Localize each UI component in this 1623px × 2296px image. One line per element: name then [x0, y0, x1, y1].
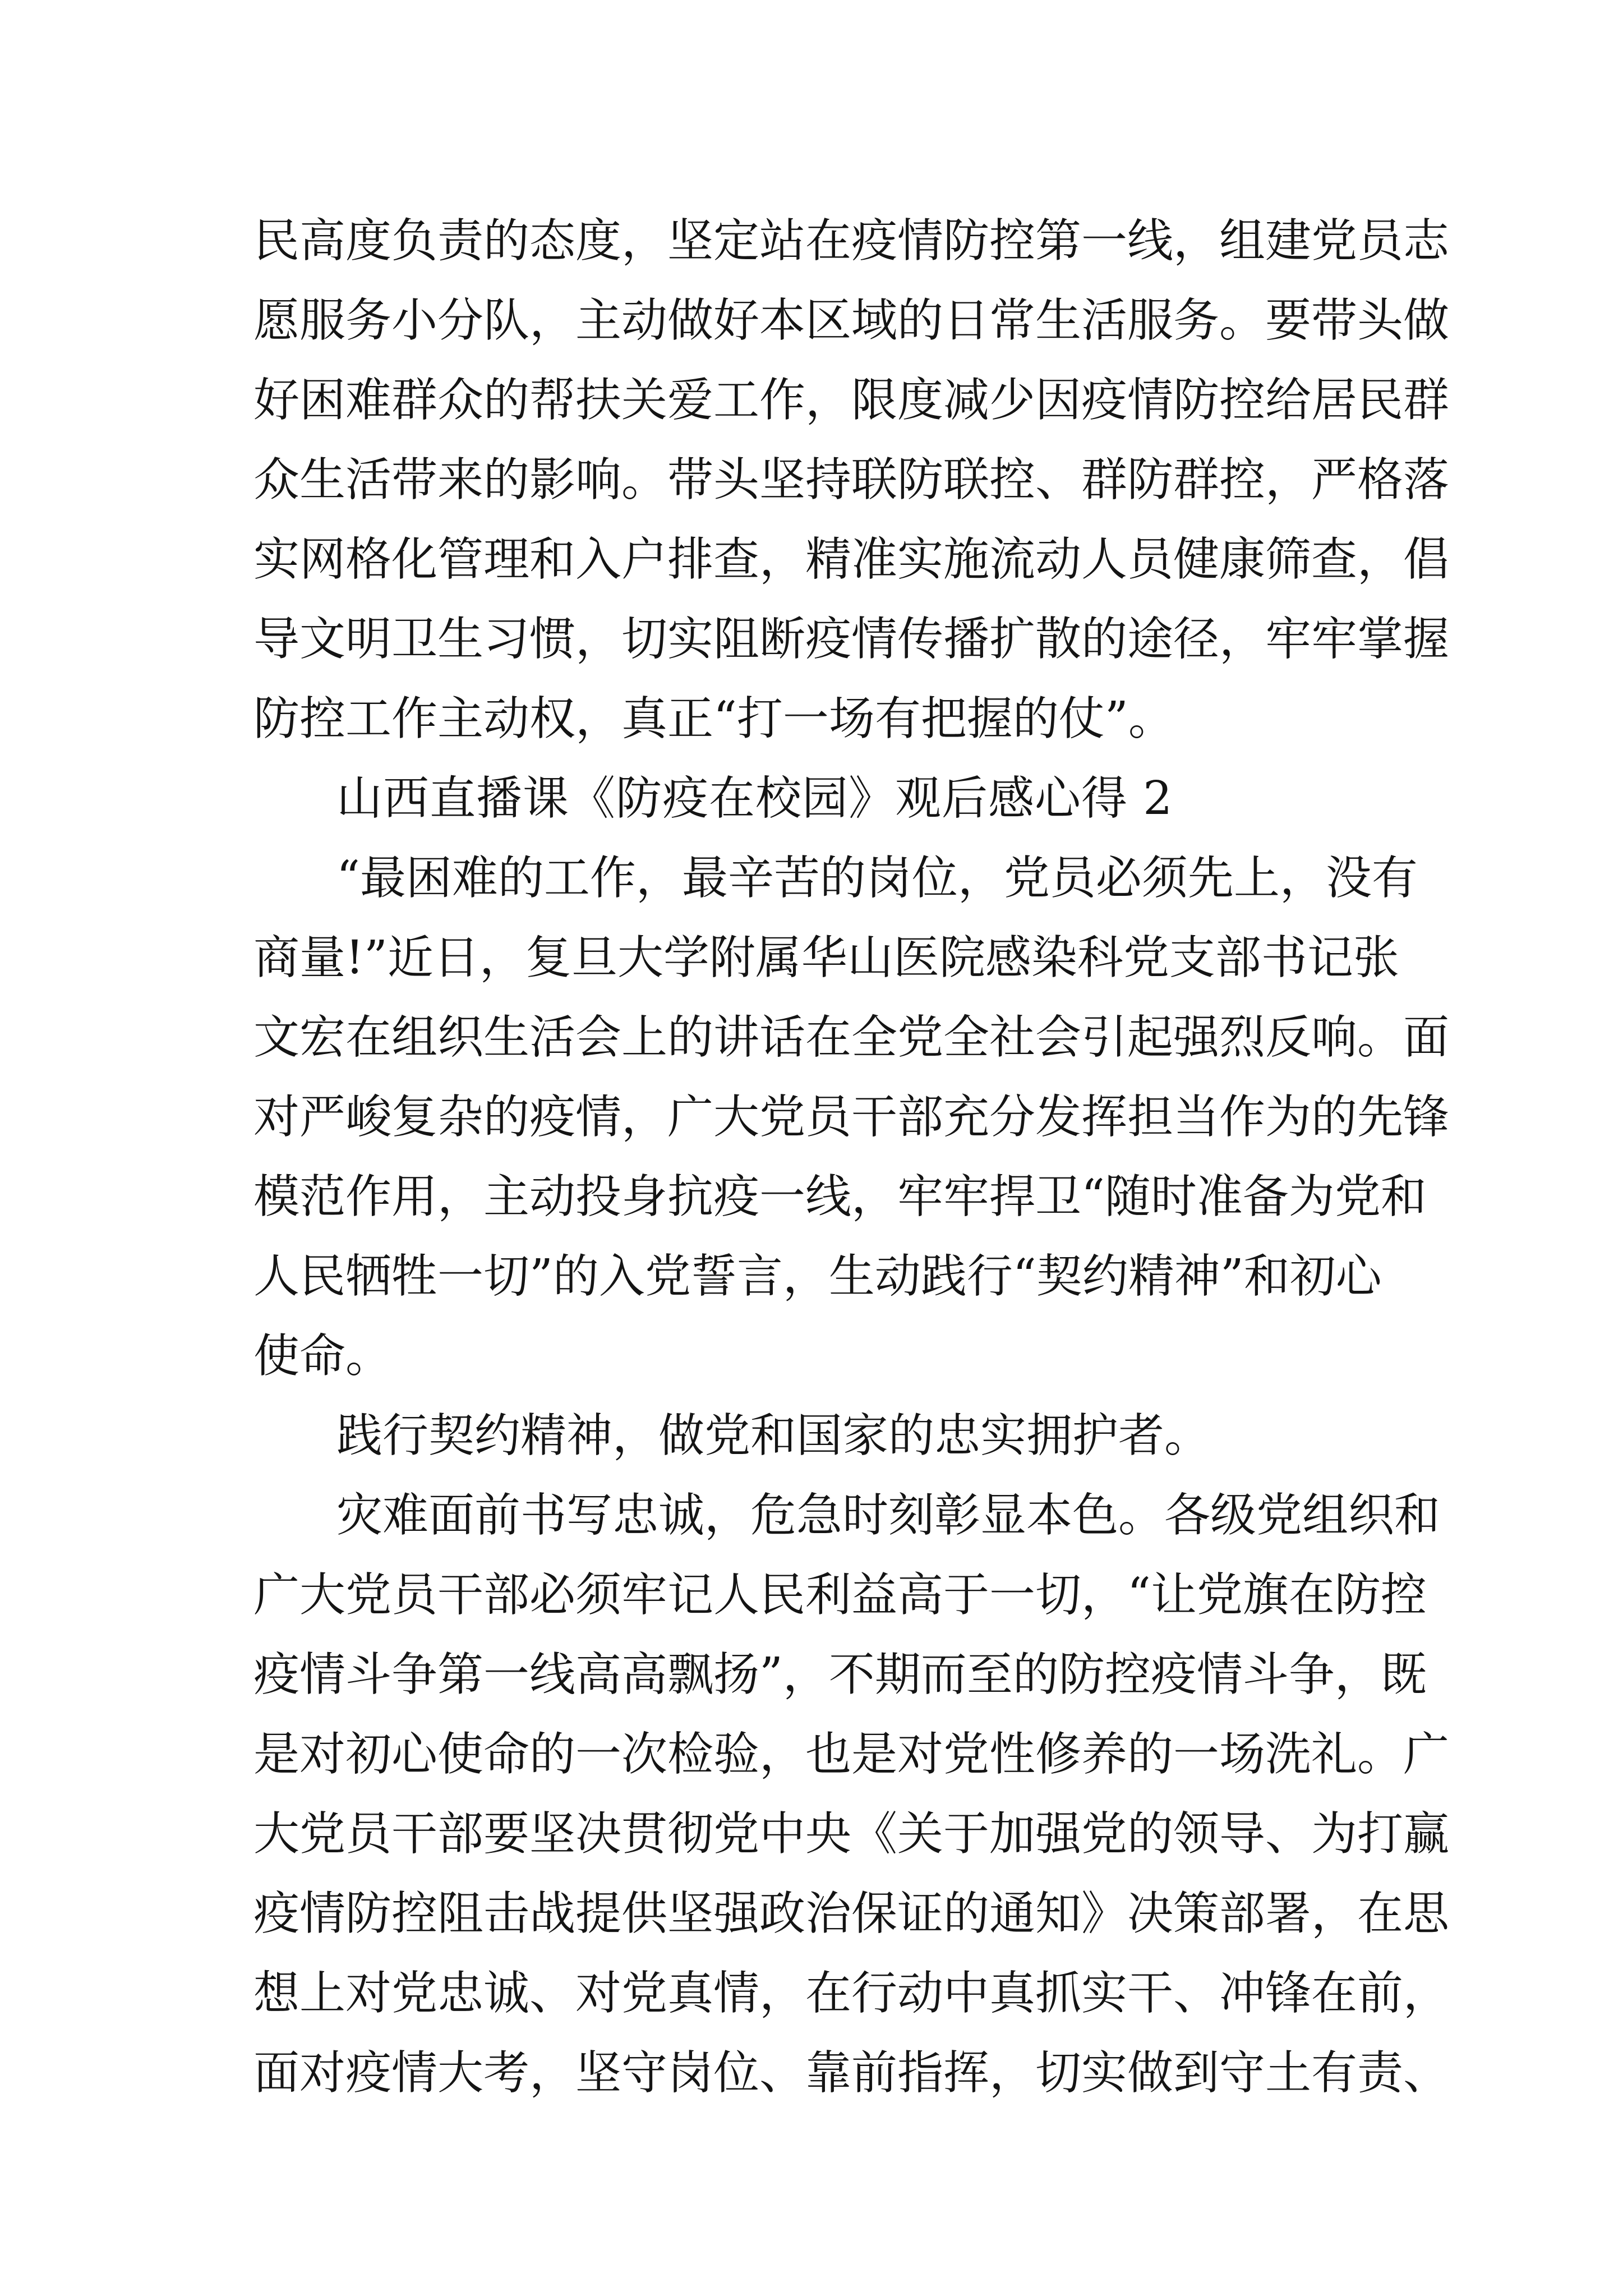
text-line-17: 灾难面前书写忠诚，危急时刻彰显本色。各级党组织和 [336, 1489, 1441, 1542]
text-line-10: 商量!”近日，复旦大学附属华山医院感染科党支部书记张 [253, 931, 1399, 984]
text-line-11: 文宏在组织生活会上的讲话在全党全社会引起强烈反响。面 [253, 1011, 1450, 1064]
text-line-21: 大党员干部要坚决贯彻党中央《关于加强党的领导、为打赢 [253, 1807, 1450, 1861]
text-line-7: 防控工作主动权，真正“打一场有把握的仗”。 [253, 692, 1174, 746]
text-line-12: 对严峻复杂的疫情，广大党员干部充分发挥担当作为的先锋 [253, 1091, 1450, 1144]
text-line-6: 导文明卫生习惯，切实阻断疫情传播扩散的途径，牢牢掌握 [253, 613, 1450, 666]
text-line-22: 疫情防控阻击战提供坚强政治保证的通知》决策部署，在思 [253, 1887, 1450, 1940]
text-line-13: 模范作用，主动投身抗疫一线，牢牢捍卫“随时准备为党和 [253, 1170, 1427, 1223]
text-line-5: 实网格化管理和入户排查，精准实施流动人员健康筛查，倡 [253, 533, 1450, 586]
text-line-18: 广大党员干部必须牢记人民利益高于一切，“让党旗在防控 [253, 1568, 1427, 1622]
text-line-16: 践行契约精神，做党和国家的忠实拥护者。 [336, 1409, 1211, 1462]
text-line-2: 愿服务小分队，主动做好本区域的日常生活服务。要带头做 [253, 294, 1450, 347]
text-line-1: 民高度负责的态度，坚定站在疫情防控第一线，组建党员志 [253, 214, 1450, 268]
text-line-19: 疫情斗争第一线高高飘扬”，不期而至的防控疫情斗争，既 [253, 1648, 1427, 1701]
text-line-9: “最困难的工作，最辛苦的岗位，党员必须先上，没有 [336, 852, 1418, 905]
text-line-15: 使命。 [253, 1329, 392, 1383]
section-title: 山西直播课《防疫在校园》观后感心得 2 [336, 772, 1173, 825]
text-line-23: 想上对党忠诚、对党真情，在行动中真抓实干、冲锋在前， [253, 1967, 1450, 2020]
text-line-4: 众生活带来的影响。带头坚持联防联控、群防群控，严格落 [253, 453, 1450, 507]
text-line-20: 是对初心使命的一次检验，也是对党性修养的一场洗礼。广 [253, 1728, 1450, 1781]
text-line-24: 面对疫情大考，坚守岗位、靠前指挥，切实做到守土有责、 [253, 2046, 1450, 2100]
text-line-3: 好困难群众的帮扶关爱工作，限度减少因疫情防控给居民群 [253, 374, 1450, 427]
text-line-14: 人民牺牲一切”的入党誓言，生动践行“契约精神”和初心 [253, 1250, 1382, 1303]
